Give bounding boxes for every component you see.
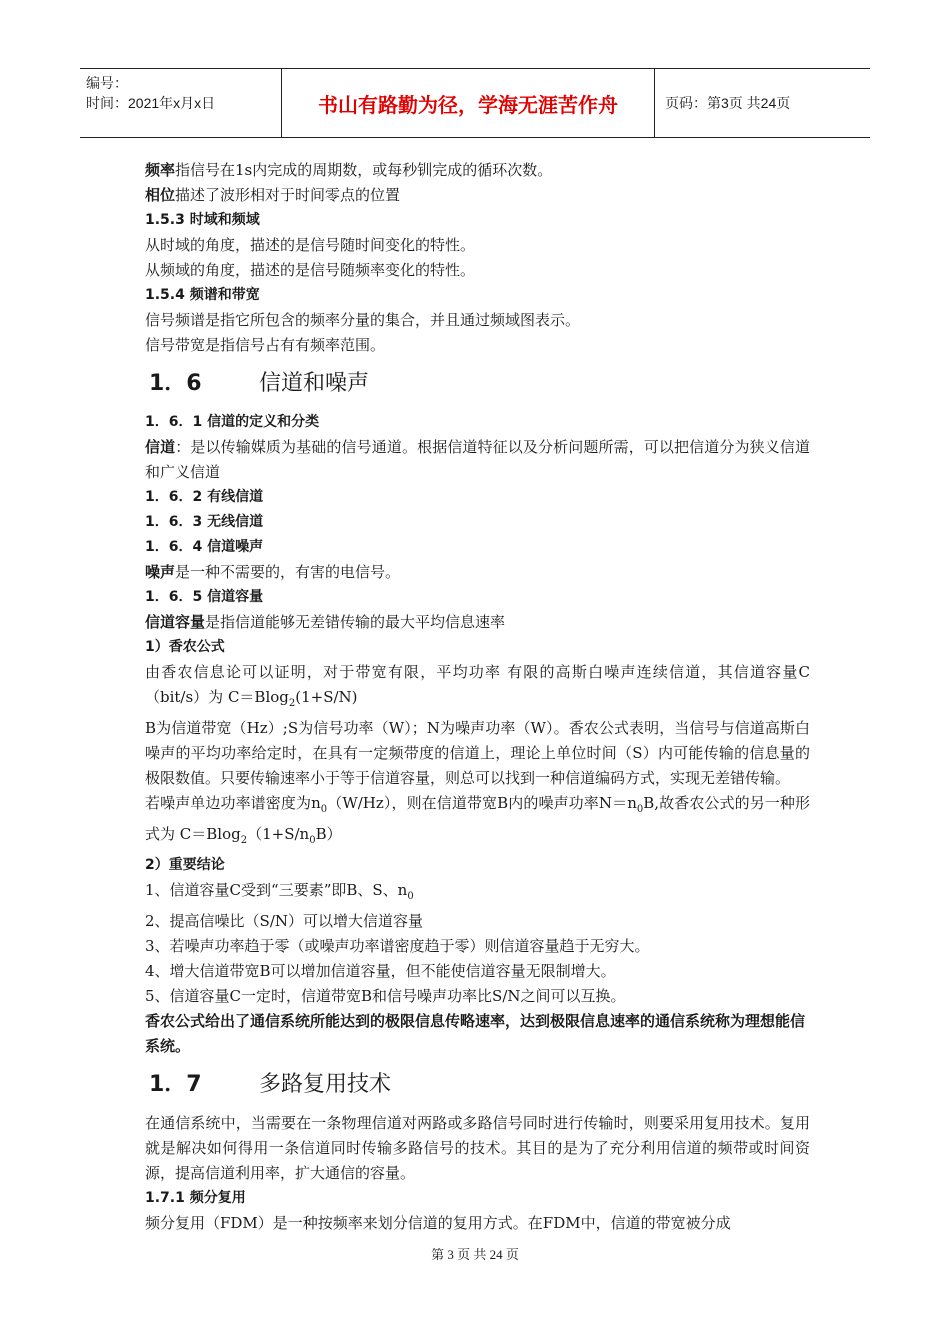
conclusion-item-3: 3、若噪声功率趋于零（或噪声功率谱密度趋于零）则信道容量趋于无穷大。 bbox=[145, 937, 650, 955]
term-frequency: 频率 bbox=[145, 161, 176, 179]
paragraph-fdm: 频分复用（FDM）是一种按频率来划分信道的复用方式。在FDM中，信道的带宽被分成 bbox=[145, 1214, 731, 1232]
header-motto: 书山有路勤为径，学海无涯苦作舟 bbox=[282, 69, 655, 137]
section-heading-1-6-4: 1．6．4 信道噪声 bbox=[145, 539, 264, 555]
bold-conclusion: 香农公式给出了通信系统所能达到的极限信息传略速率，达到极限信息速率的通信系统称为理想能信系统。 bbox=[145, 1012, 806, 1055]
term-channel: 信道 bbox=[145, 438, 176, 456]
chapter-number: 1．7 bbox=[149, 1072, 202, 1097]
subscript: 2 bbox=[288, 698, 296, 709]
text-run: 1、信道容量C受到“三要素”即B、S、n bbox=[145, 881, 408, 899]
conclusion-item-5: 5、信道容量C一定时，信道带宽B和信号噪声功率比S/N之间可以互换。 bbox=[145, 987, 626, 1005]
definition-channel: ：是以传输媒质为基础的信号通道。根据信道特征以及分析问题所需，可以把信道分为狭义信道和广义信道 bbox=[145, 438, 810, 481]
document-body bbox=[145, 158, 810, 1236]
subscript: 0 bbox=[320, 804, 328, 815]
conclusion-item-2: 2、提高信噪比（S/N）可以增大信道容量 bbox=[145, 912, 423, 930]
page-footer: 第 3 页 共 24 页 bbox=[431, 1247, 519, 1262]
subscript: 0 bbox=[407, 891, 414, 902]
paragraph-capacity bbox=[145, 610, 810, 635]
section-heading-1-6-2: 1．6．2 有线信道 bbox=[145, 489, 264, 505]
term-phase: 相位 bbox=[145, 186, 176, 204]
section-heading-1-5-4: 1.5.4 频谱和带宽 bbox=[145, 287, 260, 303]
text-run: B,故香农公式的另一种形式为 C＝Blog bbox=[145, 794, 811, 843]
paragraph-spectrum: 信号频谱是指它所包含的频率分量的集合，并且通过频域图表示。 bbox=[145, 311, 581, 329]
chapter-number: 1．6 bbox=[149, 371, 202, 396]
term-noise: 噪声 bbox=[145, 563, 176, 581]
section-heading-1-5-3: 1.5.3 时域和频域 bbox=[145, 212, 260, 228]
paragraph-noise bbox=[145, 560, 810, 585]
paragraph-phase bbox=[145, 183, 810, 208]
conclusion-item-4: 4、增大信道带宽B可以增加信道容量，但不能使信道容量无限制增大。 bbox=[145, 962, 616, 980]
definition-capacity: 是指信道能够无差错传输的最大平均信息速率 bbox=[205, 613, 506, 631]
section-heading-1-6-1: 1．6．1 信道的定义和分类 bbox=[145, 414, 320, 430]
paragraph-time-domain: 从时域的角度，描述的是信号随时间变化的特性。 bbox=[145, 236, 476, 254]
header-page-info: 页码：第3页 共24页 bbox=[665, 95, 791, 111]
chapter-heading-1-6 bbox=[145, 358, 810, 410]
section-heading-1-6-3: 1．6．3 无线信道 bbox=[145, 514, 264, 530]
conclusion-item-1 bbox=[145, 878, 810, 909]
paragraph-multiplexing: 在通信系统中，当需要在一条物理信道对两路或多路信号同时进行传输时，则要采用复用技术。复用就是解决如何得用一条信道同时传输多路信号的技术。其目的是为了充分利用信道的频带或时间资源，提高信道利用率，扩大通信的容量。 bbox=[145, 1114, 810, 1182]
chapter-heading-1-7 bbox=[145, 1059, 810, 1111]
paragraph-shannon-2: B为信道带宽（Hz）;S为信号功率（W）；N为噪声功率（W）。香农公式表明，当信号与信道高斯白噪声的平均功率给定时，在具有一定频带度的信道上，理论上单位时间（S）内可能传输的信息量的极限数值。只要传输速率小于等于信道容量，则总可以找到一种信道编码方式，实现无差错传输。 bbox=[145, 719, 810, 787]
paragraph-frequency bbox=[145, 158, 810, 183]
text-run: 由香农信息论可以证明，对于带宽有限，平均功率 有限的高斯白噪声连续信道，其信道容量C（bit/s）为 C＝Blog bbox=[145, 663, 810, 706]
text-run: （1+S/n bbox=[247, 825, 310, 843]
paragraph-bandwidth: 信号带宽是指信号占有有频率范围。 bbox=[145, 336, 386, 354]
subheading-shannon-formula: 1）香农公式 bbox=[145, 639, 225, 655]
text-run: （W/Hz），则在信道带宽B内的噪声功率N＝n bbox=[327, 794, 637, 812]
paragraph-channel bbox=[145, 435, 810, 485]
subscript: 2 bbox=[240, 835, 248, 846]
section-heading-1-6-5: 1．6．5 信道容量 bbox=[145, 589, 264, 605]
text-run: (1+S/N) bbox=[295, 688, 358, 706]
paragraph-freq-domain: 从频域的角度，描述的是信号随频率变化的特性。 bbox=[145, 261, 476, 279]
subscript: 0 bbox=[636, 804, 644, 815]
document-date-label: 时间：2021年x月x日 bbox=[86, 95, 216, 111]
text-run: B） bbox=[315, 825, 342, 843]
subheading-conclusions: 2）重要结论 bbox=[145, 857, 225, 873]
header-meta bbox=[80, 69, 282, 137]
definition-phase: 描述了波形相对于时间零点的位置 bbox=[175, 186, 401, 204]
text-run: 若噪声单边功率谱密度为n bbox=[145, 794, 321, 812]
page-header bbox=[80, 68, 870, 138]
subscript: 0 bbox=[309, 835, 316, 846]
chapter-title: 信道和噪声 bbox=[259, 371, 370, 396]
definition-noise: 是一种不需要的，有害的电信号。 bbox=[175, 563, 401, 581]
document-number-label: 编号： bbox=[86, 75, 128, 91]
term-capacity: 信道容量 bbox=[145, 613, 206, 631]
paragraph-shannon-3 bbox=[145, 791, 810, 853]
section-heading-1-7-1: 1.7.1 频分复用 bbox=[145, 1190, 246, 1206]
chapter-title: 多路复用技术 bbox=[259, 1072, 392, 1097]
paragraph-shannon-1 bbox=[145, 660, 810, 716]
definition-frequency: 指信号在1s内完成的周期数，或每秒钏完成的循环次数。 bbox=[175, 161, 553, 179]
